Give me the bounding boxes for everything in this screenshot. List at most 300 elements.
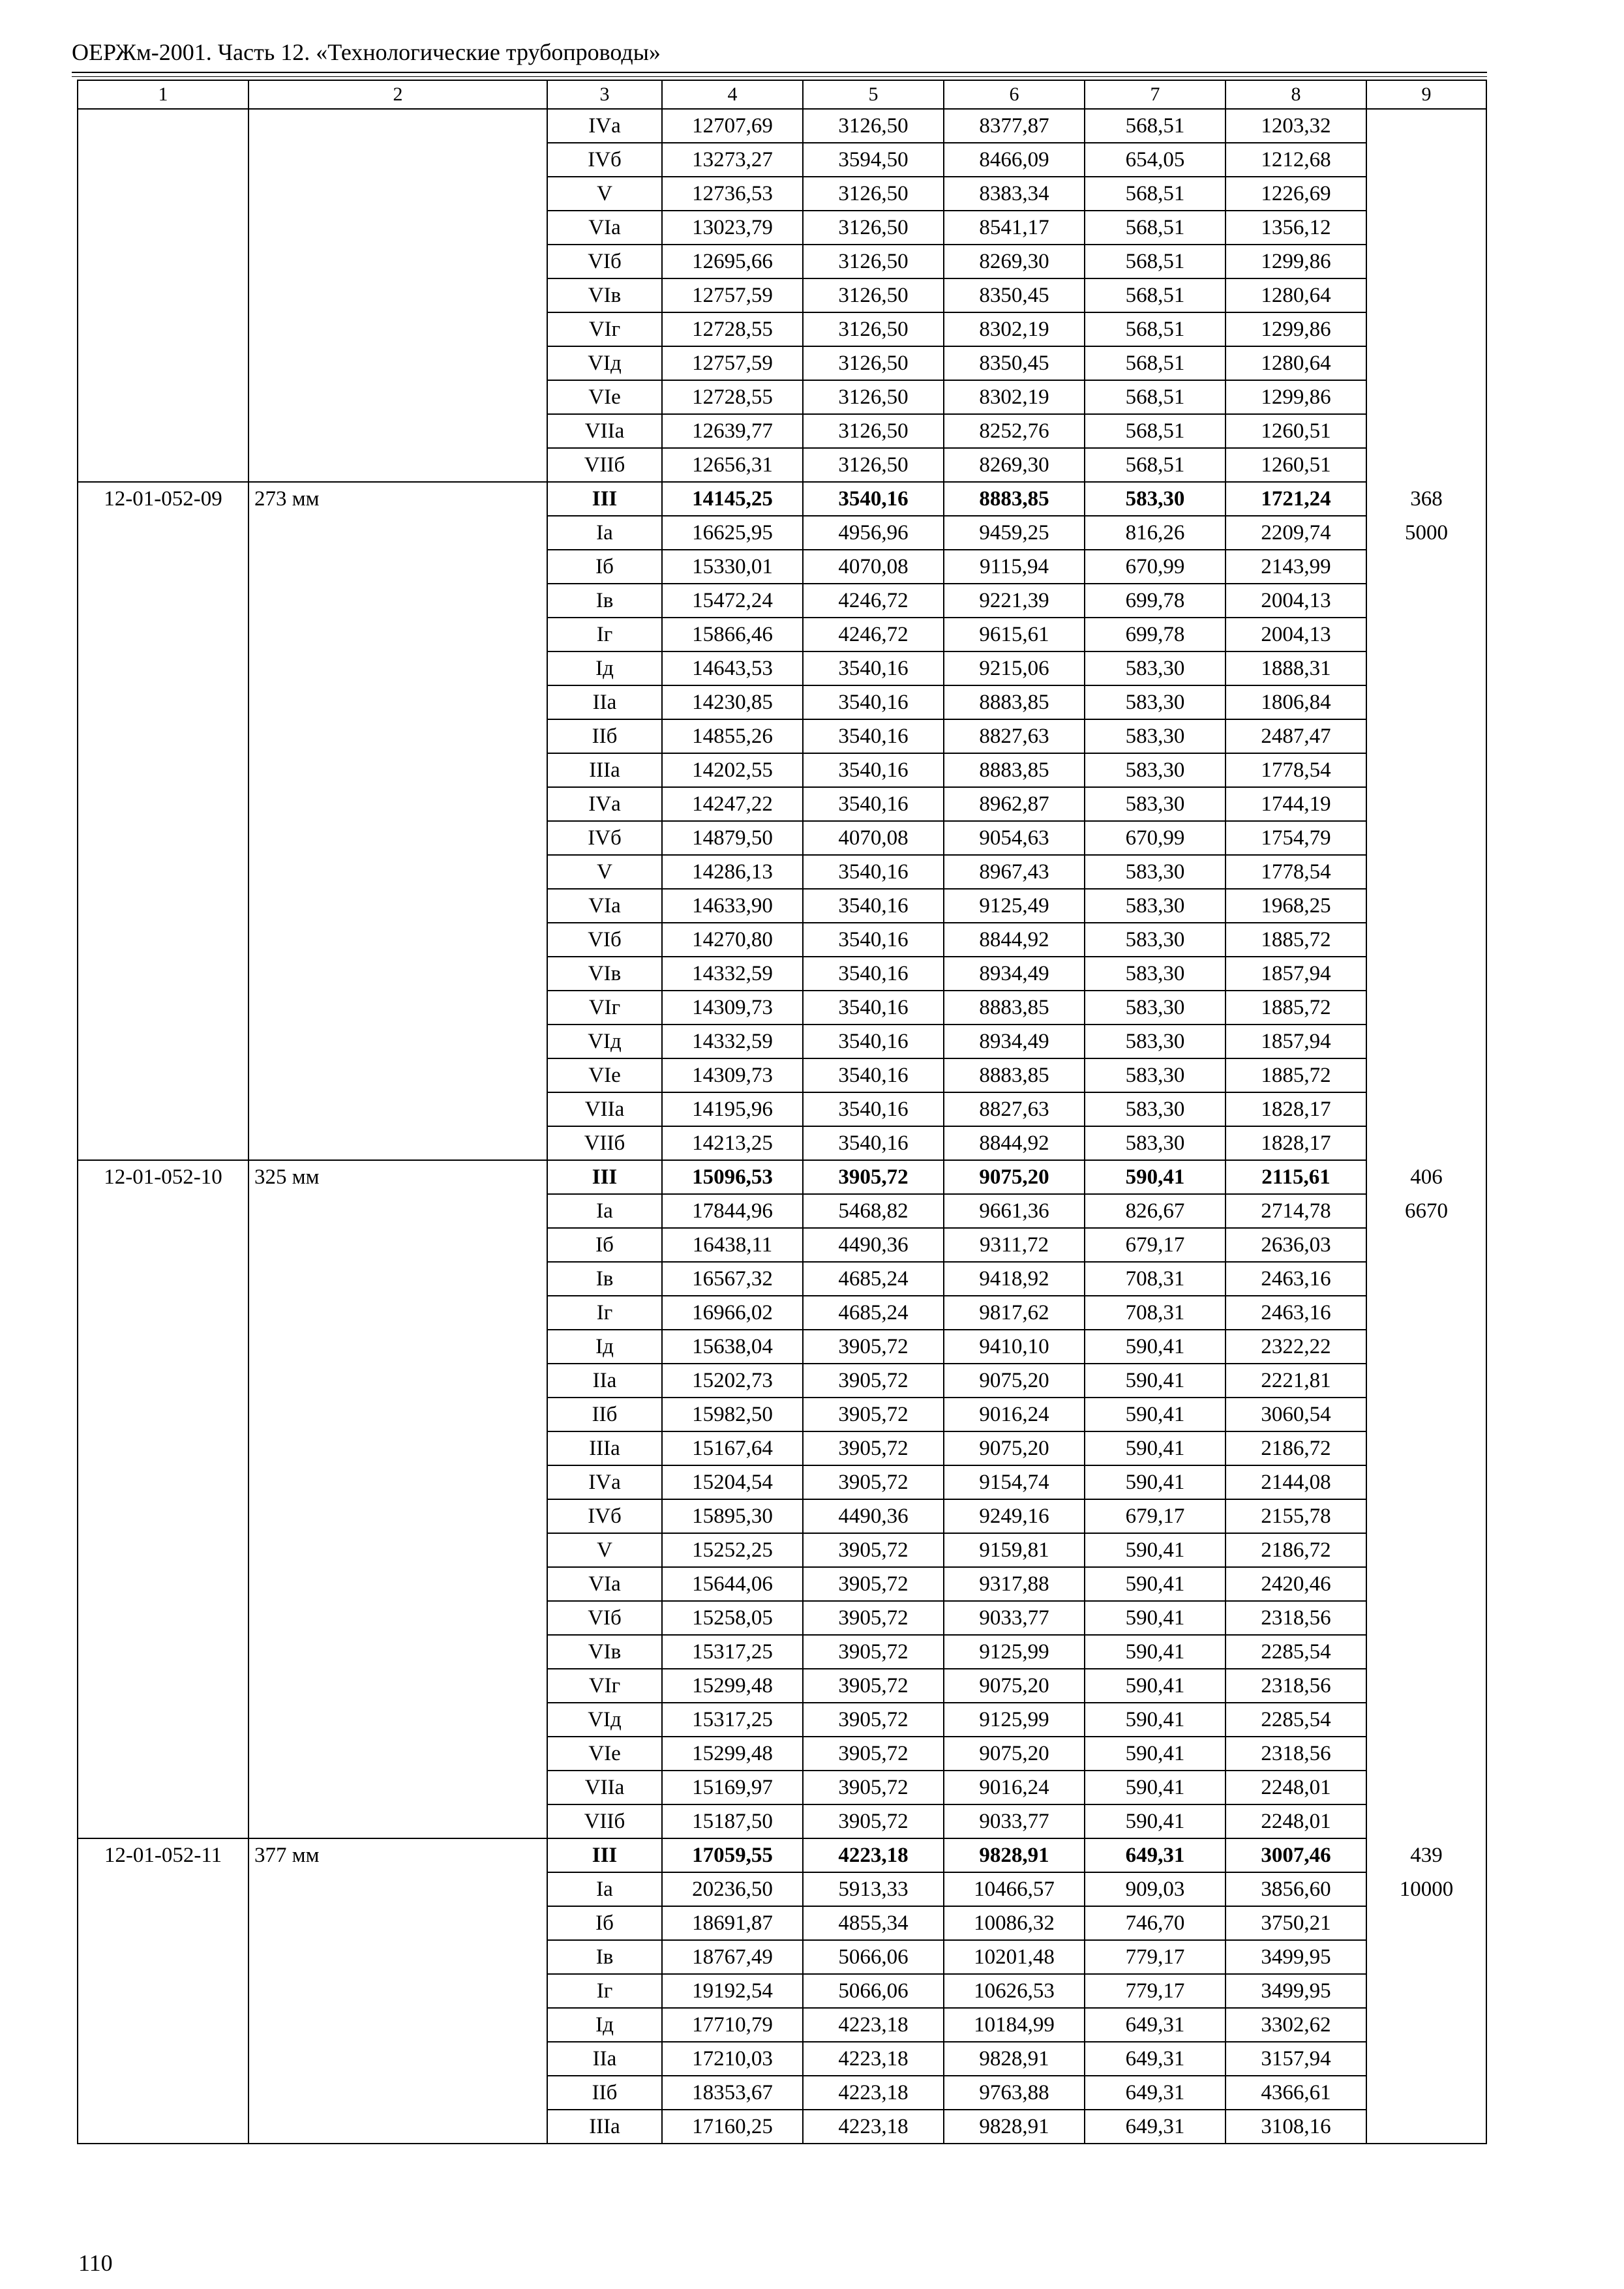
value-cell-col8: 2420,46 — [1226, 1567, 1366, 1601]
column-9-cell — [1366, 1906, 1486, 1940]
value-cell-col8: 1885,72 — [1226, 923, 1366, 957]
category-cell: Iв — [547, 584, 662, 618]
value-cell-col7: 779,17 — [1085, 1940, 1226, 1974]
value-cell-col5: 3126,50 — [803, 448, 944, 482]
column-9-cell — [1366, 855, 1486, 889]
category-cell: IIIа — [547, 1431, 662, 1465]
page-number: 110 — [78, 2250, 113, 2276]
category-cell: VIа — [547, 889, 662, 923]
value-cell-col5: 4956,96 — [803, 516, 944, 550]
column-number-cell: 2 — [248, 80, 547, 109]
value-cell-col8: 2209,74 — [1226, 516, 1366, 550]
column-9-cell — [1366, 889, 1486, 923]
value-cell-col8: 1754,79 — [1226, 821, 1366, 855]
value-cell-col7: 670,99 — [1085, 550, 1226, 584]
value-cell-col4: 14855,26 — [662, 719, 803, 753]
column-9-cell — [1366, 1669, 1486, 1703]
value-cell-col5: 3905,72 — [803, 1669, 944, 1703]
column-number-cell: 6 — [944, 80, 1085, 109]
column-number-row — [78, 80, 1486, 109]
value-cell-col7: 590,41 — [1085, 1364, 1226, 1398]
category-cell: IVа — [547, 787, 662, 821]
category-cell: V — [547, 177, 662, 211]
value-cell-col7: 746,70 — [1085, 1906, 1226, 1940]
column-9-cell — [1366, 143, 1486, 177]
value-cell-col4: 12728,55 — [662, 380, 803, 414]
category-cell: Iа — [547, 516, 662, 550]
value-cell-col6: 10086,32 — [944, 1906, 1085, 1940]
value-cell-col6: 9075,20 — [944, 1160, 1085, 1194]
value-cell-col7: 568,51 — [1085, 414, 1226, 448]
value-cell-col5: 3905,72 — [803, 1737, 944, 1771]
value-cell-col4: 14202,55 — [662, 753, 803, 787]
value-cell-col6: 9459,25 — [944, 516, 1085, 550]
page-header-title: ОЕРЖм-2001. Часть 12. «Технологические трубопроводы» — [72, 39, 661, 65]
category-cell: Iб — [547, 1906, 662, 1940]
column-number-cell: 8 — [1226, 80, 1366, 109]
category-cell: VIIб — [547, 448, 662, 482]
category-cell: IVб — [547, 1499, 662, 1533]
value-cell-col7: 654,05 — [1085, 143, 1226, 177]
value-cell-col6: 8883,85 — [944, 753, 1085, 787]
value-cell-col6: 9125,99 — [944, 1635, 1085, 1669]
value-cell-col5: 4685,24 — [803, 1296, 944, 1330]
value-cell-col8: 1299,86 — [1226, 312, 1366, 346]
category-cell: Iг — [547, 1974, 662, 2008]
value-cell-col5: 4490,36 — [803, 1228, 944, 1262]
value-cell-col7: 583,30 — [1085, 651, 1226, 685]
value-cell-col7: 649,31 — [1085, 2110, 1226, 2144]
column-9-cell — [1366, 2076, 1486, 2110]
value-cell-col4: 14309,73 — [662, 1058, 803, 1092]
value-cell-col7: 590,41 — [1085, 1601, 1226, 1635]
value-cell-col7: 649,31 — [1085, 2076, 1226, 2110]
category-cell: III — [547, 1160, 662, 1194]
value-cell-col6: 9125,49 — [944, 889, 1085, 923]
column-9-cell — [1366, 923, 1486, 957]
value-cell-col5: 3540,16 — [803, 787, 944, 821]
value-cell-col8: 2487,47 — [1226, 719, 1366, 753]
column-9-cell — [1366, 1533, 1486, 1567]
value-cell-col5: 5066,06 — [803, 1940, 944, 1974]
value-cell-col7: 649,31 — [1085, 2042, 1226, 2076]
value-cell-col6: 8350,45 — [944, 278, 1085, 312]
value-cell-col4: 12736,53 — [662, 177, 803, 211]
value-cell-col4: 17160,25 — [662, 2110, 803, 2144]
value-cell-col8: 1828,17 — [1226, 1126, 1366, 1160]
value-cell-col7: 583,30 — [1085, 991, 1226, 1025]
value-cell-col4: 15317,25 — [662, 1635, 803, 1669]
column-9-cell — [1366, 448, 1486, 482]
category-cell: V — [547, 855, 662, 889]
value-cell-col8: 2248,01 — [1226, 1804, 1366, 1838]
value-cell-col6: 8962,87 — [944, 787, 1085, 821]
value-cell-col6: 8269,30 — [944, 448, 1085, 482]
value-cell-col6: 9418,92 — [944, 1262, 1085, 1296]
value-cell-col5: 3126,50 — [803, 177, 944, 211]
value-cell-col8: 2463,16 — [1226, 1296, 1366, 1330]
category-cell: III — [547, 1838, 662, 1872]
column-number-cell: 4 — [662, 80, 803, 109]
category-cell: IIа — [547, 2042, 662, 2076]
value-cell-col8: 3499,95 — [1226, 1940, 1366, 1974]
value-cell-col4: 15472,24 — [662, 584, 803, 618]
value-cell-col5: 3540,16 — [803, 957, 944, 991]
category-cell: VIв — [547, 957, 662, 991]
value-cell-col4: 12656,31 — [662, 448, 803, 482]
column-9-cell — [1366, 2110, 1486, 2144]
column-9-cell — [1366, 1635, 1486, 1669]
value-cell-col7: 649,31 — [1085, 2008, 1226, 2042]
value-cell-col8: 1968,25 — [1226, 889, 1366, 923]
value-cell-col6: 8967,43 — [944, 855, 1085, 889]
value-cell-col4: 17844,96 — [662, 1194, 803, 1228]
value-cell-col8: 3750,21 — [1226, 1906, 1366, 1940]
value-cell-col5: 3126,50 — [803, 278, 944, 312]
value-cell-col7: 583,30 — [1085, 753, 1226, 787]
value-cell-col5: 4223,18 — [803, 2110, 944, 2144]
column-9-cell — [1366, 2008, 1486, 2042]
category-cell: VIIб — [547, 1804, 662, 1838]
value-cell-col6: 8302,19 — [944, 312, 1085, 346]
column-9-cell — [1366, 550, 1486, 584]
value-cell-col4: 13023,79 — [662, 211, 803, 245]
value-cell-col4: 15644,06 — [662, 1567, 803, 1601]
value-cell-col4: 15299,48 — [662, 1669, 803, 1703]
column-9-cell — [1366, 1804, 1486, 1838]
row-code: 12-01-052-11 — [78, 1838, 248, 2144]
value-cell-col6: 9763,88 — [944, 2076, 1085, 2110]
value-cell-col5: 3905,72 — [803, 1465, 944, 1499]
value-cell-col6: 10201,48 — [944, 1940, 1085, 1974]
value-cell-col7: 590,41 — [1085, 1160, 1226, 1194]
value-cell-col4: 17710,79 — [662, 2008, 803, 2042]
value-cell-col4: 15330,01 — [662, 550, 803, 584]
column-9-cell — [1366, 1058, 1486, 1092]
value-cell-col4: 14286,13 — [662, 855, 803, 889]
table-row — [78, 1160, 1486, 1194]
column-9-cell: 439 — [1366, 1838, 1486, 1872]
column-9-cell — [1366, 1431, 1486, 1465]
value-cell-col5: 5913,33 — [803, 1872, 944, 1906]
value-cell-col7: 670,99 — [1085, 821, 1226, 855]
value-cell-col4: 14633,90 — [662, 889, 803, 923]
column-9-cell — [1366, 346, 1486, 380]
category-cell: VIв — [547, 1635, 662, 1669]
column-9-cell — [1366, 1771, 1486, 1804]
column-9-cell — [1366, 1940, 1486, 1974]
column-9-cell — [1366, 1262, 1486, 1296]
value-cell-col8: 2115,61 — [1226, 1160, 1366, 1194]
column-9-cell — [1366, 753, 1486, 787]
category-cell: Iв — [547, 1262, 662, 1296]
value-cell-col7: 568,51 — [1085, 346, 1226, 380]
value-cell-col4: 16438,11 — [662, 1228, 803, 1262]
value-cell-col8: 1857,94 — [1226, 1025, 1366, 1058]
table-body — [78, 80, 1486, 2144]
value-cell-col7: 590,41 — [1085, 1737, 1226, 1771]
value-cell-col6: 8883,85 — [944, 991, 1085, 1025]
value-cell-col5: 3540,16 — [803, 855, 944, 889]
value-cell-col8: 2322,22 — [1226, 1330, 1366, 1364]
value-cell-col5: 3905,72 — [803, 1635, 944, 1669]
value-cell-col8: 2004,13 — [1226, 584, 1366, 618]
column-9-cell: 406 — [1366, 1160, 1486, 1194]
value-cell-col6: 9221,39 — [944, 584, 1085, 618]
column-9-cell — [1366, 278, 1486, 312]
category-cell: Iа — [547, 1872, 662, 1906]
value-cell-col4: 15638,04 — [662, 1330, 803, 1364]
value-cell-col8: 2463,16 — [1226, 1262, 1366, 1296]
column-9-cell — [1366, 1499, 1486, 1533]
table-row — [78, 482, 1486, 516]
value-cell-col6: 9215,06 — [944, 651, 1085, 685]
value-cell-col8: 2318,56 — [1226, 1601, 1366, 1635]
value-cell-col5: 3905,72 — [803, 1567, 944, 1601]
value-cell-col7: 590,41 — [1085, 1330, 1226, 1364]
value-cell-col6: 9016,24 — [944, 1398, 1085, 1431]
value-cell-col4: 19192,54 — [662, 1974, 803, 2008]
column-9-cell — [1366, 245, 1486, 278]
value-cell-col7: 590,41 — [1085, 1533, 1226, 1567]
value-cell-col8: 3007,46 — [1226, 1838, 1366, 1872]
value-cell-col8: 1806,84 — [1226, 685, 1366, 719]
value-cell-col8: 3499,95 — [1226, 1974, 1366, 2008]
value-cell-col6: 9075,20 — [944, 1431, 1085, 1465]
value-cell-col7: 583,30 — [1085, 855, 1226, 889]
value-cell-col4: 15202,73 — [662, 1364, 803, 1398]
value-cell-col5: 3905,72 — [803, 1431, 944, 1465]
value-cell-col6: 10184,99 — [944, 2008, 1085, 2042]
pipe-diameter: 273 мм — [248, 482, 547, 1160]
value-cell-col7: 590,41 — [1085, 1567, 1226, 1601]
value-cell-col6: 9828,91 — [944, 2110, 1085, 2144]
value-cell-col4: 15167,64 — [662, 1431, 803, 1465]
value-cell-col8: 4366,61 — [1226, 2076, 1366, 2110]
value-cell-col6: 8844,92 — [944, 1126, 1085, 1160]
value-cell-col8: 2186,72 — [1226, 1533, 1366, 1567]
value-cell-col5: 3540,16 — [803, 482, 944, 516]
value-cell-col4: 14309,73 — [662, 991, 803, 1025]
value-cell-col7: 583,30 — [1085, 685, 1226, 719]
value-cell-col4: 15096,53 — [662, 1160, 803, 1194]
value-cell-col4: 12728,55 — [662, 312, 803, 346]
pipe-diameter — [248, 109, 547, 482]
value-cell-col7: 583,30 — [1085, 889, 1226, 923]
value-cell-col7: 708,31 — [1085, 1296, 1226, 1330]
value-cell-col8: 1260,51 — [1226, 414, 1366, 448]
value-cell-col5: 3905,72 — [803, 1804, 944, 1838]
column-9-cell — [1366, 957, 1486, 991]
value-cell-col5: 3905,72 — [803, 1601, 944, 1635]
row-code: 12-01-052-10 — [78, 1160, 248, 1838]
value-cell-col8: 2144,08 — [1226, 1465, 1366, 1499]
value-cell-col7: 583,30 — [1085, 482, 1226, 516]
value-cell-col4: 15299,48 — [662, 1737, 803, 1771]
value-cell-col7: 590,41 — [1085, 1635, 1226, 1669]
value-cell-col6: 8883,85 — [944, 685, 1085, 719]
value-cell-col5: 3905,72 — [803, 1330, 944, 1364]
category-cell: IIб — [547, 1398, 662, 1431]
column-9-cell — [1366, 991, 1486, 1025]
column-9-cell — [1366, 1330, 1486, 1364]
column-number-cell: 9 — [1366, 80, 1486, 109]
value-cell-col6: 9249,16 — [944, 1499, 1085, 1533]
value-cell-col5: 4223,18 — [803, 2042, 944, 2076]
value-cell-col8: 1888,31 — [1226, 651, 1366, 685]
value-cell-col5: 3905,72 — [803, 1364, 944, 1398]
value-cell-col7: 583,30 — [1085, 957, 1226, 991]
header-rule — [72, 72, 1487, 73]
value-cell-col6: 8541,17 — [944, 211, 1085, 245]
value-cell-col8: 1299,86 — [1226, 245, 1366, 278]
value-cell-col6: 8302,19 — [944, 380, 1085, 414]
value-cell-col6: 8934,49 — [944, 1025, 1085, 1058]
value-cell-col5: 3126,50 — [803, 380, 944, 414]
value-cell-col7: 568,51 — [1085, 211, 1226, 245]
table-row — [78, 109, 1486, 143]
row-code — [78, 109, 248, 482]
value-cell-col6: 9075,20 — [944, 1364, 1085, 1398]
value-cell-col4: 16567,32 — [662, 1262, 803, 1296]
value-cell-col7: 568,51 — [1085, 278, 1226, 312]
value-cell-col6: 8252,76 — [944, 414, 1085, 448]
value-cell-col5: 4223,18 — [803, 2076, 944, 2110]
value-cell-col4: 15982,50 — [662, 1398, 803, 1431]
value-cell-col8: 2155,78 — [1226, 1499, 1366, 1533]
value-cell-col6: 10626,53 — [944, 1974, 1085, 2008]
category-cell: VIIб — [547, 1126, 662, 1160]
category-cell: VIIа — [547, 414, 662, 448]
value-cell-col5: 3540,16 — [803, 651, 944, 685]
value-cell-col6: 9125,99 — [944, 1703, 1085, 1737]
column-9-cell — [1366, 211, 1486, 245]
value-cell-col7: 590,41 — [1085, 1465, 1226, 1499]
value-cell-col5: 3905,72 — [803, 1398, 944, 1431]
value-cell-col6: 9317,88 — [944, 1567, 1085, 1601]
value-cell-col4: 14195,96 — [662, 1092, 803, 1126]
value-cell-col8: 3060,54 — [1226, 1398, 1366, 1431]
category-cell: Iб — [547, 1228, 662, 1262]
value-cell-col4: 15866,46 — [662, 618, 803, 651]
column-9-cell: 5000 — [1366, 516, 1486, 550]
value-cell-col6: 9410,10 — [944, 1330, 1085, 1364]
value-cell-col4: 14230,85 — [662, 685, 803, 719]
value-cell-col7: 590,41 — [1085, 1398, 1226, 1431]
category-cell: V — [547, 1533, 662, 1567]
value-cell-col6: 9154,74 — [944, 1465, 1085, 1499]
value-cell-col6: 9054,63 — [944, 821, 1085, 855]
value-cell-col8: 2714,78 — [1226, 1194, 1366, 1228]
column-9-cell — [1366, 685, 1486, 719]
value-cell-col5: 3905,72 — [803, 1771, 944, 1804]
value-cell-col8: 1280,64 — [1226, 346, 1366, 380]
value-cell-col7: 649,31 — [1085, 1838, 1226, 1872]
column-9-cell — [1366, 1228, 1486, 1262]
value-cell-col6: 8269,30 — [944, 245, 1085, 278]
category-cell: IIа — [547, 685, 662, 719]
value-cell-col6: 9115,94 — [944, 550, 1085, 584]
value-cell-col8: 2318,56 — [1226, 1737, 1366, 1771]
value-cell-col7: 568,51 — [1085, 109, 1226, 143]
value-cell-col8: 1778,54 — [1226, 753, 1366, 787]
value-cell-col5: 4246,72 — [803, 618, 944, 651]
value-cell-col5: 3540,16 — [803, 719, 944, 753]
category-cell: VIб — [547, 923, 662, 957]
category-cell: VIб — [547, 245, 662, 278]
value-cell-col8: 1778,54 — [1226, 855, 1366, 889]
value-cell-col8: 2143,99 — [1226, 550, 1366, 584]
value-cell-col4: 15187,50 — [662, 1804, 803, 1838]
value-cell-col6: 8844,92 — [944, 923, 1085, 957]
column-9-cell — [1366, 1703, 1486, 1737]
value-cell-col4: 14270,80 — [662, 923, 803, 957]
value-cell-col6: 9033,77 — [944, 1601, 1085, 1635]
value-cell-col6: 8883,85 — [944, 482, 1085, 516]
column-9-cell — [1366, 414, 1486, 448]
value-cell-col5: 3905,72 — [803, 1703, 944, 1737]
value-cell-col7: 583,30 — [1085, 719, 1226, 753]
column-9-cell — [1366, 177, 1486, 211]
column-9-cell — [1366, 1364, 1486, 1398]
column-number-cell: 5 — [803, 80, 944, 109]
value-cell-col6: 8377,87 — [944, 109, 1085, 143]
column-9-cell — [1366, 584, 1486, 618]
value-cell-col6: 9311,72 — [944, 1228, 1085, 1262]
value-cell-col8: 2248,01 — [1226, 1771, 1366, 1804]
pipe-diameter: 325 мм — [248, 1160, 547, 1838]
column-9-cell — [1366, 380, 1486, 414]
value-cell-col8: 2004,13 — [1226, 618, 1366, 651]
value-cell-col5: 4070,08 — [803, 550, 944, 584]
column-9-cell: 10000 — [1366, 1872, 1486, 1906]
value-cell-col8: 1744,19 — [1226, 787, 1366, 821]
column-9-cell — [1366, 651, 1486, 685]
value-cell-col8: 1203,32 — [1226, 109, 1366, 143]
category-cell: VIа — [547, 211, 662, 245]
column-9-cell — [1366, 787, 1486, 821]
value-cell-col4: 15204,54 — [662, 1465, 803, 1499]
value-cell-col7: 708,31 — [1085, 1262, 1226, 1296]
category-cell: IIIа — [547, 753, 662, 787]
value-cell-col8: 3302,62 — [1226, 2008, 1366, 2042]
value-cell-col5: 3540,16 — [803, 991, 944, 1025]
value-cell-col8: 1260,51 — [1226, 448, 1366, 482]
value-cell-col8: 3108,16 — [1226, 2110, 1366, 2144]
category-cell: IIа — [547, 1364, 662, 1398]
column-9-cell — [1366, 1567, 1486, 1601]
category-cell: VIв — [547, 278, 662, 312]
value-cell-col8: 1356,12 — [1226, 211, 1366, 245]
category-cell: Iд — [547, 651, 662, 685]
category-cell: IIб — [547, 719, 662, 753]
value-cell-col7: 583,30 — [1085, 923, 1226, 957]
column-9-cell — [1366, 109, 1486, 143]
value-cell-col8: 2186,72 — [1226, 1431, 1366, 1465]
column-number-cell: 7 — [1085, 80, 1226, 109]
value-cell-col7: 583,30 — [1085, 1126, 1226, 1160]
value-cell-col6: 9817,62 — [944, 1296, 1085, 1330]
category-cell: VIд — [547, 1703, 662, 1737]
column-9-cell — [1366, 821, 1486, 855]
column-9-cell — [1366, 2042, 1486, 2076]
category-cell: VIг — [547, 991, 662, 1025]
value-cell-col6: 8466,09 — [944, 143, 1085, 177]
value-cell-col4: 15258,05 — [662, 1601, 803, 1635]
column-9-cell — [1366, 1601, 1486, 1635]
category-cell: III — [547, 482, 662, 516]
value-cell-col5: 3540,16 — [803, 1092, 944, 1126]
